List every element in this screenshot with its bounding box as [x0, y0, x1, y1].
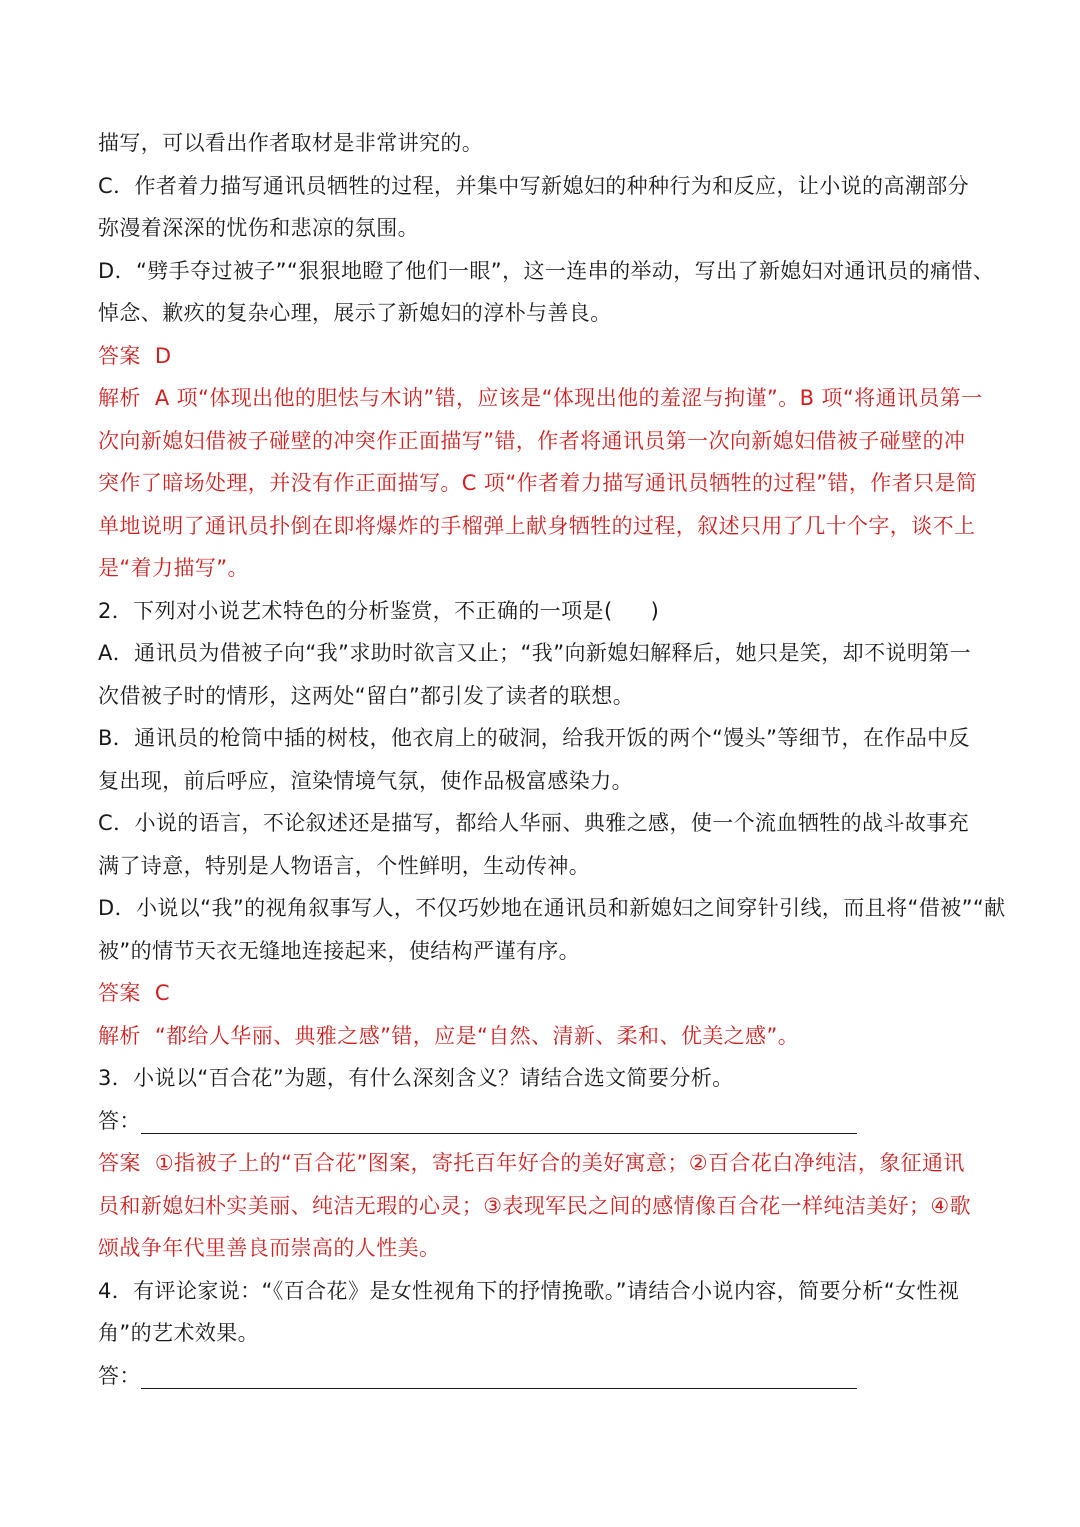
answer-blank-line[interactable] [141, 1109, 857, 1134]
answer-label: 答案 [98, 1151, 141, 1175]
analysis-label: 解析 [98, 386, 141, 410]
analysis-text: “都给人华丽、典雅之感”错，应是“自然、清新、柔和、优美之感”。 [154, 1023, 800, 1048]
answer-prompt: 答： [98, 1108, 141, 1133]
q2-stem-text: 2．下列对小说艺术特色的分析鉴赏，不正确的一项是( [98, 598, 613, 623]
answer-blank-line[interactable] [141, 1364, 857, 1389]
q1-option-d-line1: D．“劈手夺过被子”“狠狠地瞪了他们一眼”，这一连串的举动，写出了新媳妇对通讯员的痛惜、 [98, 258, 995, 283]
q1-option-c-line1: C．作者着力描写通讯员牺牲的过程，并集中写新媳妇的种种行为和反应，让小说的高潮部分 [98, 173, 970, 198]
q1-answer [98, 335, 984, 378]
q4-stem-line2: 角”的艺术效果。 [98, 1321, 260, 1345]
q1-analysis-line1 [98, 377, 984, 420]
q2-stem-close: ) [650, 598, 660, 623]
answer-label: 答案 [98, 343, 141, 368]
analysis-text: A 项“体现出他的胆怯与木讷”错，应该是“体现出他的羞涩与拘谨”。B 项“将通讯员第一 [154, 386, 983, 410]
q3-stem: 3．小说以“百合花”为题，有什么深刻含义？请结合选文简要分析。 [98, 1066, 734, 1090]
q1-option-c-line2: 弥漫着深深的忧伤和悲凉的氛围。 [98, 216, 419, 240]
exam-page [98, 122, 1006, 1397]
q2-option-a-line2: 次借被子时的情形，这两处“留白”都引发了读者的联想。 [98, 683, 635, 708]
answer-text: ①指被子上的“百合花”图案，寄托百年好合的美好寓意；②百合花白净纯洁，象征通讯 [154, 1151, 965, 1175]
q2-analysis [98, 1015, 984, 1058]
q2-option-b-line1: B．通讯员的枪筒中插的树枝，他衣肩上的破洞，给我开饭的两个“馒头”等细节，在作品中反 [98, 726, 970, 750]
q1-analysis-line4: 单地说明了通讯员扑倒在即将爆炸的手榴弹上献身牺牲的过程，叙述只用了几十个字，谈不上 [98, 513, 976, 538]
option-text-line: 描写，可以看出作者取材是非常讲究的。 [98, 131, 484, 155]
q2-option-d-line2: 被”的情节天衣无缝地连接起来，使结构严谨有序。 [98, 938, 581, 963]
q1-option-d-line2: 悼念、歉疚的复杂心理，展示了新媳妇的淳朴与善良。 [98, 301, 612, 325]
q2-answer [98, 972, 984, 1015]
q4-stem-line1: 4．有评论家说：“《百合花》是女性视角下的抒情挽歌。”请结合小说内容，简要分析“女性视 [98, 1278, 960, 1303]
q2-option-c-line1: C．小说的语言，不论叙述还是描写，都给人华丽、典雅之感，使一个流血牺牲的战斗故事充 [98, 811, 970, 835]
answer-value: D [154, 343, 172, 368]
q2-option-c-line2: 满了诗意，特别是人物语言，个性鲜明，生动传神。 [98, 853, 591, 878]
q3-answer-row [98, 1100, 984, 1143]
q4-answer-row [98, 1355, 984, 1398]
q2-stem [98, 590, 984, 633]
q1-analysis-line3: 突作了暗场处理，并没有作正面描写。C 项“作者着力描写通讯员牺牲的过程”错，作者只是简 [98, 471, 978, 495]
analysis-label: 解析 [98, 1023, 141, 1048]
q1-analysis-line5: 是“着力描写”。 [98, 556, 249, 580]
answer-label: 答案 [98, 981, 141, 1005]
q3-answer-line1 [98, 1142, 984, 1185]
q1-analysis-line2: 次向新媳妇借被子碰壁的冲突作正面描写”错，作者将通讯员第一次向新媳妇借被子碰壁的冲 [98, 428, 966, 453]
answer-value: C [154, 981, 170, 1005]
q2-option-d-line1: D．小说以“我”的视角叙事写人，不仅巧妙地在通讯员和新媳妇之间穿针引线，而且将“借被”“献 [98, 896, 1006, 920]
q3-answer-line2: 员和新媳妇朴实美丽、纯洁无瑕的心灵；③表现军民之间的感情像百合花一样纯洁美好；④歌 [98, 1193, 972, 1218]
answer-prompt: 答： [98, 1363, 141, 1388]
q2-option-a-line1: A．通讯员为借被子向“我”求助时欲言又止；“我”向新媳妇解释后，她只是笑，却不说明第一 [98, 641, 972, 665]
q2-option-b-line2: 复出现，前后呼应，渲染情境气氛，使作品极富感染力。 [98, 768, 633, 793]
q3-answer-line3: 颂战争年代里善良而崇高的人性美。 [98, 1236, 441, 1260]
